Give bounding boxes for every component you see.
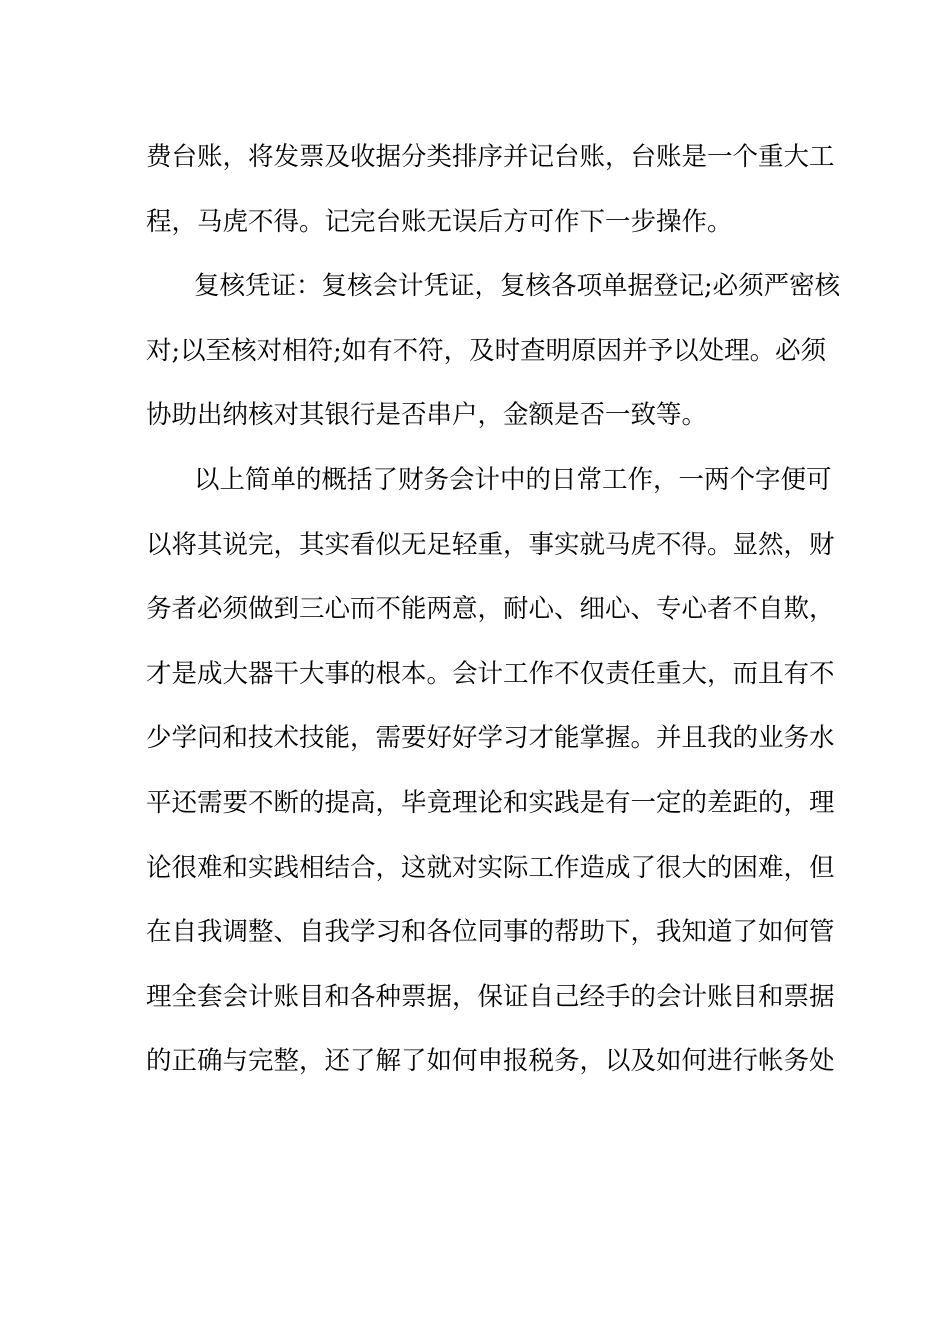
body-text xyxy=(146,125,841,1094)
text-line: 以上简单的概括了财务会计中的日常工作，一两个字便可 xyxy=(194,464,832,495)
text-line: 少学问和技术技能，需要好好学习才能掌握。并且我的业务水 xyxy=(146,723,835,754)
text-line: 论很难和实践相结合，这就对实际工作造成了很大的困难，但 xyxy=(146,852,835,883)
text-line: 才是成大器干大事的根本。会计工作不仅责任重大，而且有不 xyxy=(146,658,835,689)
text-line: 平还需要不断的提高，毕竟理论和实践是有一定的差距的，理 xyxy=(146,787,835,818)
text-line: 在自我调整、自我学习和各位同事的帮助下，我知道了如何管 xyxy=(146,917,835,948)
text-line: 对;以至核对相符;如有不符，及时查明原因并予以处理。必须 xyxy=(146,335,827,366)
text-line: 协助出纳核对其银行是否串户，金额是否一致等。 xyxy=(146,400,708,431)
text-line: 复核凭证：复核会计凭证，复核各项单据登记;必须严密核 xyxy=(194,271,841,302)
text-line: 以将其说完，其实看似无足轻重，事实就马虎不得。显然，财 xyxy=(146,529,835,560)
text-line: 理全套会计账目和各种票据，保证自己经手的会计账目和票据 xyxy=(146,981,835,1012)
text-line: 务者必须做到三心而不能两意，耐心、细心、专心者不自欺， xyxy=(146,594,835,625)
text-line: 程，马虎不得。记完台账无误后方可作下一步操作。 xyxy=(146,206,733,237)
text-line: 的正确与完整，还了解了如何申报税务，以及如何进行帐务处 xyxy=(146,1046,835,1077)
text-line: 费台账，将发票及收据分类排序并记台账，台账是一个重大工 xyxy=(146,142,835,172)
